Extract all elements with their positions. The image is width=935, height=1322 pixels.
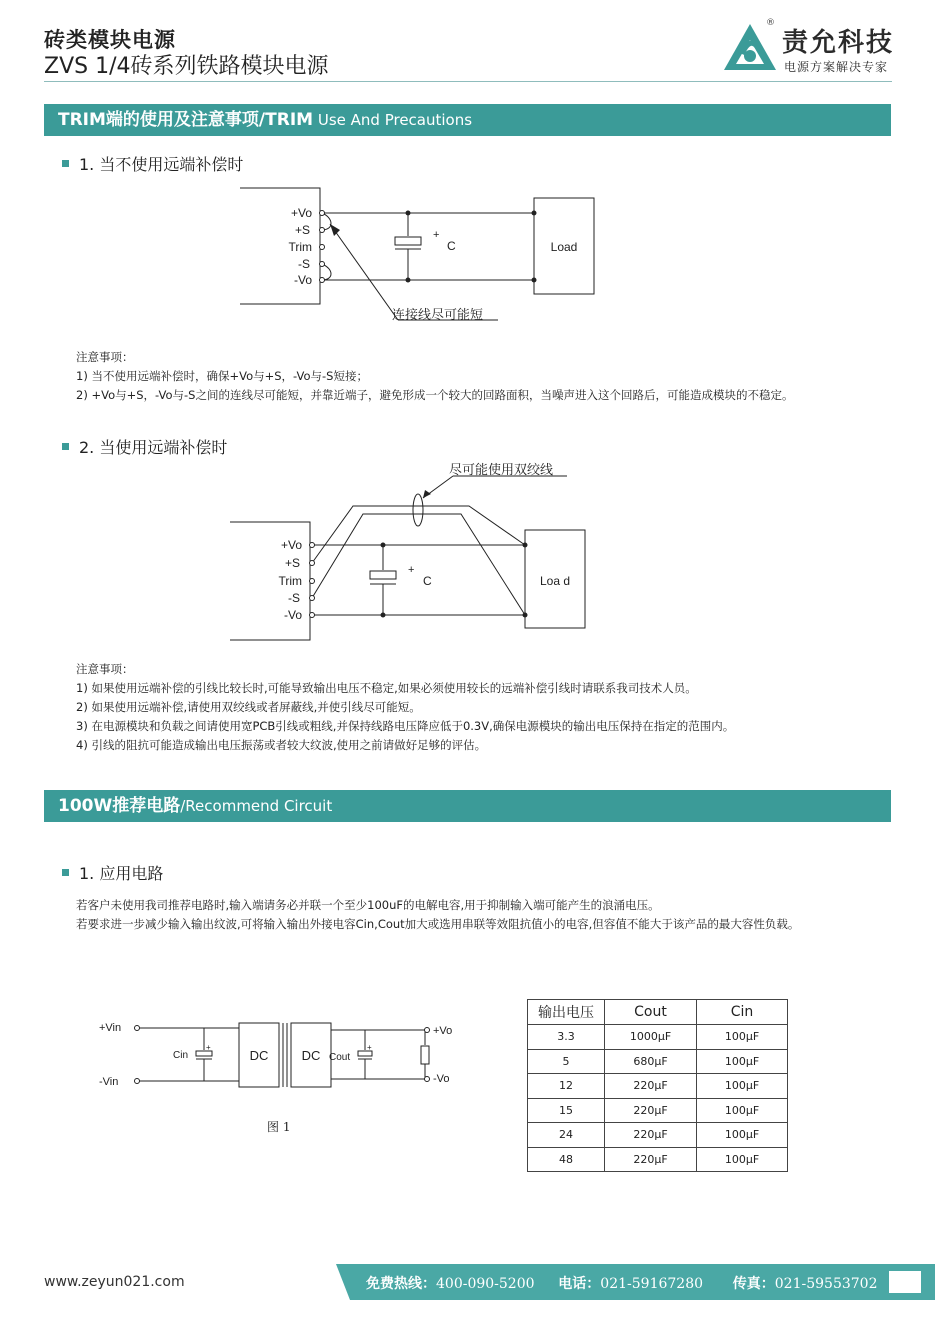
vin-plus-label: +Vin (99, 1022, 122, 1034)
vo-plus-label: +Vo (433, 1025, 453, 1037)
table-cell: 100μF (697, 1025, 788, 1050)
bullet-square-icon (62, 869, 69, 876)
pin-label-s-minus: -S (288, 591, 300, 605)
cin-plus-label: + (206, 1043, 211, 1052)
subheading-recommend-1-text: 1. 应用电路 (79, 864, 164, 883)
table-row (528, 1074, 788, 1099)
section-bar-recommend (44, 790, 891, 822)
cap-plus-label: + (433, 229, 440, 241)
table-cell: 100μF (697, 1074, 788, 1099)
table-cell: 220μF (605, 1098, 697, 1123)
note-item: 1) 如果使用远端补偿的引线比较长时,可能导致输出电压不稳定,如果必须使用较长的远端补偿引线时请联系我司技术人员。 (76, 681, 697, 695)
cin-label: Cin (173, 1050, 189, 1061)
note-item: 2) +Vo与+S，-Vo与-S之间的连线尽可能短，并靠近端子，避免形成一个较大的回路面积，当噪声进入这个回路后，可能造成模块的不稳定。 (76, 388, 794, 402)
capacitor-table (527, 999, 788, 1172)
brand-name: 责允科技 (782, 28, 895, 58)
pin-label-trim: Trim (288, 240, 312, 254)
note-item: 1) 当不使用远端补偿时，确保+Vo与+S，-Vo与-S短接； (76, 369, 368, 383)
table-cell: 24 (528, 1123, 605, 1148)
table-cell: 1000μF (605, 1025, 697, 1050)
bullet-square-icon (62, 160, 69, 167)
table-cell: 100μF (697, 1049, 788, 1074)
dc-block-label: DC (249, 1048, 269, 1063)
pin-label-vo-minus: -Vo (283, 608, 302, 622)
table-cell: 220μF (605, 1123, 697, 1148)
note-item: 3) 在电源模块和负载之间请使用宽PCB引线或粗线,并保持线路电压降应低于0.3V,确保电源模块的输出电压保持在指定的范围内。 (76, 719, 735, 733)
table-cell: 5 (528, 1049, 605, 1074)
pin-label-vo-plus: +Vo (280, 538, 302, 552)
hotline-label: 免费热线： (366, 1276, 436, 1292)
table-cell: 48 (528, 1147, 605, 1172)
notes-trim-2 (76, 660, 734, 755)
table-row (528, 1123, 788, 1148)
header-title-line2: ZVS 1/4砖系列铁路模块电源 (44, 54, 329, 79)
bullet-square-icon (62, 443, 69, 450)
phone-label: 电话： (558, 1276, 601, 1292)
phone-number: 021-59167280 (600, 1276, 704, 1292)
subheading-trim-2-text: 2. 当使用远端补偿时 (79, 438, 228, 457)
notes-title: 注意事项： (76, 662, 134, 676)
table-cell: 15 (528, 1098, 605, 1123)
cap-label: C (447, 239, 456, 253)
fax-number: 021-59553702 (774, 1276, 878, 1292)
diagram-no-remote-sense (230, 180, 610, 330)
arrow-head-icon (330, 224, 340, 236)
section-title-trim: TRIM端的使用及注意事项/TRIM (58, 110, 314, 130)
vin-minus-label: -Vin (99, 1076, 119, 1088)
cout-plus-label: + (367, 1043, 372, 1052)
table-cell: 3.3 (528, 1025, 605, 1050)
notes-trim-1 (76, 348, 793, 405)
note-item: 2) 如果使用远端补偿,请使用双绞线或者屏蔽线,并使引线尽可能短。 (76, 700, 421, 714)
section-bar-trim (44, 104, 891, 136)
pin-label-s-plus: +S (294, 223, 310, 237)
cap-plus-label: + (408, 564, 415, 576)
table-row (528, 1098, 788, 1123)
section-title-recommend-sub: /Recommend Circuit (180, 797, 333, 815)
subheading-recommend-1 (62, 861, 163, 884)
callout-twisted-pair: 尽可能使用双绞线 (449, 463, 554, 478)
recommend-text-line: 若要求进一步减少输入输出纹波,可将输入输出外接电容Cin,Cout加大或选用串联等效阻抗值小的电容,但容值不能大于该产品的最大容性负载。 (76, 917, 800, 931)
brand-logo-icon (720, 20, 780, 75)
brand-slogan: 电源方案解决专家 (784, 60, 889, 74)
hotline-number: 400-090-5200 (436, 1276, 535, 1292)
header-title-line1: 砖类模块电源 (44, 28, 176, 52)
subheading-trim-1 (62, 152, 243, 175)
vo-minus-label: -Vo (433, 1073, 450, 1085)
table-cell: 12 (528, 1074, 605, 1099)
callout-short-wire: 连接线尽可能短 (392, 308, 484, 323)
footer-url[interactable]: www.zeyun021.com (44, 1274, 185, 1290)
load-label: Loa d (539, 574, 571, 588)
arrow-head-icon (423, 490, 431, 498)
table-cell: 220μF (605, 1147, 697, 1172)
table-cell: 100μF (697, 1147, 788, 1172)
cout-label: Cout (329, 1052, 351, 1063)
subheading-trim-1-text: 1. 当不使用远端补偿时 (79, 155, 244, 174)
registered-mark: ® (766, 18, 775, 28)
table-header-cell: 输出电压 (528, 1000, 605, 1025)
table-header-row (528, 1000, 788, 1025)
table-header-cell: Cout (605, 1000, 697, 1025)
note-item: 4) 引线的阻抗可能造成输出电压振荡或者较大纹波,使用之前请做好足够的评估。 (76, 738, 487, 752)
pin-label-s-plus: +S (284, 556, 300, 570)
page-number-box (889, 1271, 921, 1293)
cap-label: C (423, 574, 432, 588)
table-cell: 100μF (697, 1098, 788, 1123)
table-row (528, 1147, 788, 1172)
table-header-cell: Cin (697, 1000, 788, 1025)
section-title-recommend: 100W推荐电路 (58, 796, 181, 816)
pin-label-vo-minus: -Vo (293, 273, 312, 287)
pin-label-vo-plus: +Vo (290, 206, 312, 220)
recommend-text (76, 896, 799, 934)
table-row (528, 1025, 788, 1050)
notes-title: 注意事项： (76, 350, 134, 364)
pin-label-s-minus: -S (298, 257, 310, 271)
subheading-trim-2 (62, 435, 227, 458)
header-divider (44, 81, 892, 82)
fax-label: 传真： (732, 1276, 775, 1292)
pin-label-trim: Trim (278, 574, 302, 588)
application-circuit (95, 1010, 475, 1140)
load-label: Load (550, 240, 578, 254)
footer-contact (366, 1273, 877, 1293)
figure-caption: 图 1 (267, 1120, 291, 1134)
table-cell: 680μF (605, 1049, 697, 1074)
recommend-text-line: 若客户未使用我司推荐电路时,输入端请务必并联一个至少100uF的电解电容,用于抑制输入端可能产生的浪涌电压。 (76, 898, 660, 912)
dc-block-label: DC (301, 1048, 321, 1063)
diagram-remote-sense (225, 458, 605, 648)
table-cell: 100μF (697, 1123, 788, 1148)
table-cell: 220μF (605, 1074, 697, 1099)
section-title-trim-sub: Use And Precautions (313, 111, 473, 129)
table-row (528, 1049, 788, 1074)
